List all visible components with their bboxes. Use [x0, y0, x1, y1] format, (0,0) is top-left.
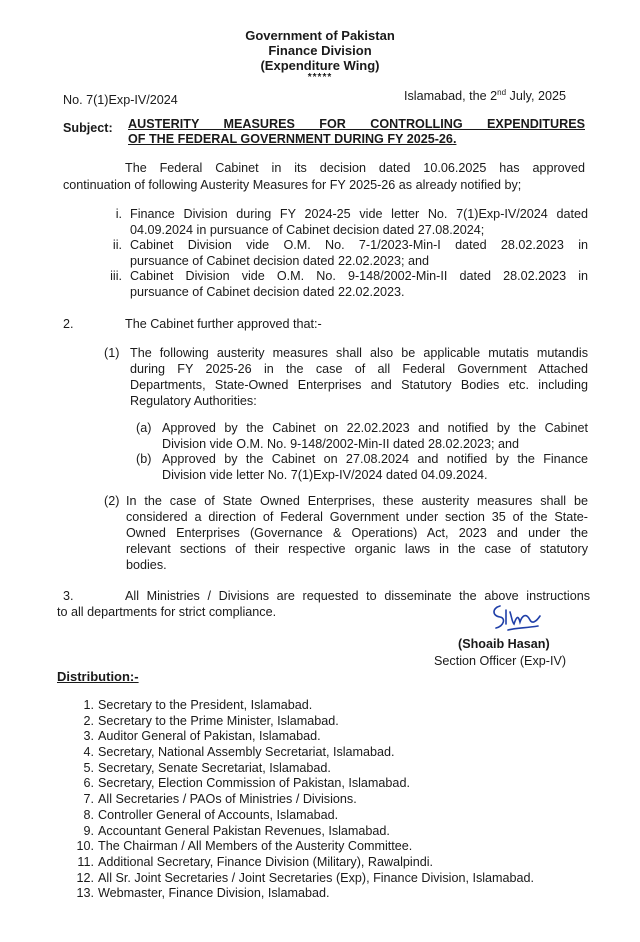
notified-item-1-num: i.: [115, 207, 122, 221]
distribution-item: [72, 838, 592, 854]
para-3-number: 3.: [63, 589, 74, 603]
distribution-heading: Distribution:-: [57, 669, 139, 684]
para-2-sub-item-b-num: (b): [136, 452, 152, 466]
para-2-text: The Cabinet further approved that:-: [125, 317, 322, 331]
notified-item-1-line-2: 04.09.2024 in pursuance of Cabinet decision dated 27.08.2024;: [130, 223, 485, 237]
letterhead-government: Government of Pakistan: [245, 28, 395, 43]
notified-item-2-line-1: Cabinet Division vide O.M. No. 7-1/2023-Min-I dated 28.02.2023 in: [130, 238, 588, 252]
notified-item-2-line-2: pursuance of Cabinet decision dated 22.02.2023; and: [130, 254, 429, 268]
signatory-designation: Section Officer (Exp-IV): [434, 654, 567, 668]
letterhead-wing: (Expenditure Wing): [260, 58, 380, 73]
distribution-item-num: 4.: [83, 745, 94, 760]
para-2-item-2-line-2: considered a direction of Federal Government under section 35 of the State-: [126, 510, 588, 524]
distribution-item: [72, 697, 592, 713]
signature-mark: [486, 598, 546, 638]
distribution-item: [72, 870, 592, 886]
para-2-item-1-num: (1): [104, 346, 120, 360]
letterhead: [0, 28, 640, 83]
date-prefix: Islamabad, the 2: [404, 89, 498, 103]
distribution-item-text: All Sr. Joint Secretaries / Joint Secretaries (Exp), Finance Division, Islamabad.: [98, 870, 535, 885]
para-3-line-1: All Ministries / Divisions are requested to disseminate the above instructions: [125, 589, 590, 603]
distribution-item: [72, 791, 592, 807]
distribution-item: [72, 823, 592, 839]
para-2-item-2-line-1: In the case of State Owned Enterprises, these austerity measures shall be: [126, 494, 588, 508]
para-2-item-2-line-5: bodies.: [126, 558, 167, 572]
distribution-item-num: 12.: [76, 870, 94, 885]
reference-number: No. 7(1)Exp-IV/2024: [63, 93, 178, 107]
distribution-item: [72, 854, 592, 870]
para-2-number: 2.: [63, 317, 74, 331]
notified-item-2-num: ii.: [112, 238, 122, 252]
distribution-item-text: Additional Secretary, Finance Division (Military), Rawalpindi.: [98, 854, 434, 869]
distribution-item-num: 11.: [77, 854, 94, 869]
para-3-line-2: to all departments for strict compliance.: [57, 605, 277, 619]
para-2-item-2-line-4: relevant sections of their respective organic laws in the case of statutory: [126, 542, 588, 556]
distribution-item-text: Controller General of Accounts, Islamabad.: [98, 807, 339, 822]
distribution-item-text: Webmaster, Finance Division, Islamabad.: [98, 886, 330, 901]
subject-line-1: AUSTERITY MEASURES FOR CONTROLLING EXPENDITURES: [128, 117, 585, 131]
distribution-item-num: 10.: [76, 839, 94, 854]
subject-label: Subject:: [63, 121, 113, 135]
subject-line-2-text: OF THE FEDERAL GOVERNMENT DURING FY 2025-26: [128, 132, 453, 146]
distribution-item-text: Auditor General of Pakistan, Islamabad.: [98, 729, 321, 744]
letter-date: [404, 88, 566, 104]
para-2-item-1-line-4: Regulatory Authorities:: [130, 394, 257, 408]
intro-line-1: The Federal Cabinet in its decision dated 10.06.2025 has approved: [125, 161, 585, 175]
distribution-list: [72, 697, 592, 901]
distribution-item-num: 7.: [83, 792, 94, 807]
distribution-item-num: 2.: [83, 713, 94, 728]
notified-item-3-line-2: pursuance of Cabinet decision dated 22.02.2023.: [130, 285, 405, 299]
para-2-item-1-line-1: The following austerity measures shall also be applicable mutatis mutandis: [130, 346, 588, 360]
para-2-sub-item-a-num: (a): [136, 421, 152, 435]
distribution-item-num: 9.: [83, 823, 94, 838]
para-2-sub-item-a-line-2: Division vide O.M. No. 9-148/2002-Min-II dated 28.02.2023; and: [162, 437, 520, 451]
distribution-item-num: 6.: [83, 776, 94, 791]
para-2-item-2-num: (2): [104, 494, 120, 508]
para-2-sub-item-a-line-1: Approved by the Cabinet on 22.02.2023 and notified by the Cabinet: [162, 421, 588, 435]
distribution-item-text: Secretary, National Assembly Secretariat, Islamabad.: [98, 745, 395, 760]
letterhead-stars: *****: [307, 72, 333, 83]
para-2-item-2-line-3: Owned Enterprises (Governance & Operations) Act, 2023 and under the: [126, 526, 588, 540]
signatory-name: (Shoaib Hasan): [458, 637, 550, 651]
para-2-item-1-line-2: during FY 2025-26 in the case of all Federal Government Attached: [130, 362, 588, 376]
distribution-item-text: Secretary, Election Commission of Pakistan, Islamabad.: [98, 776, 410, 791]
date-suffix: July, 2025: [506, 89, 567, 103]
distribution-item-text: Secretary to the Prime Minister, Islamabad.: [98, 713, 339, 728]
distribution-item-num: 13.: [76, 886, 94, 901]
distribution-item-text: The Chairman / All Members of the Austerity Committee.: [98, 839, 413, 854]
intro-line-2: continuation of following Austerity Measures for FY 2025-26 as already notified by;: [63, 178, 522, 192]
distribution-item-text: Secretary to the President, Islamabad.: [98, 698, 313, 712]
notified-item-3-num: iii.: [110, 269, 122, 283]
distribution-item: [72, 744, 592, 760]
para-2-sub-item-b-line-2: Division vide letter No. 7(1)Exp-IV/2024 dated 04.09.2024.: [162, 468, 488, 482]
letterhead-division: Finance Division: [268, 43, 372, 58]
distribution-item-text: All Secretaries / PAOs of Ministries / Divisions.: [98, 792, 357, 807]
date-sup: nd: [497, 87, 507, 97]
distribution-item: [72, 807, 592, 823]
distribution-item-num: 3.: [83, 729, 94, 744]
distribution-item-num: 5.: [83, 760, 94, 775]
distribution-item: [72, 713, 592, 729]
distribution-item: [72, 775, 592, 791]
para-2-item-1-line-3: Departments, State-Owned Enterprises and Statutory Bodies etc. including: [130, 378, 588, 392]
notified-item-1-line-1: Finance Division during FY 2024-25 vide letter No. 7(1)Exp-IV/2024 dated: [130, 207, 588, 221]
distribution-item: [72, 885, 592, 901]
distribution-item-text: Accountant General Pakistan Revenues, Islamabad.: [98, 823, 390, 838]
distribution-item: [72, 728, 592, 744]
para-2-sub-item-b-line-1: Approved by the Cabinet on 27.08.2024 and notified by the Finance: [162, 452, 588, 466]
distribution-item-text: Secretary, Senate Secretariat, Islamabad.: [98, 760, 331, 775]
distribution-item-num: 8.: [83, 807, 94, 822]
subject-line-2: OF THE FEDERAL GOVERNMENT DURING FY 2025-26.: [128, 132, 457, 146]
distribution-item-num: 1.: [83, 698, 94, 712]
notified-item-3-line-1: Cabinet Division vide O.M. No. 9-148/2002-Min-II dated 28.02.2023 in: [130, 269, 588, 283]
distribution-item: [72, 760, 592, 776]
